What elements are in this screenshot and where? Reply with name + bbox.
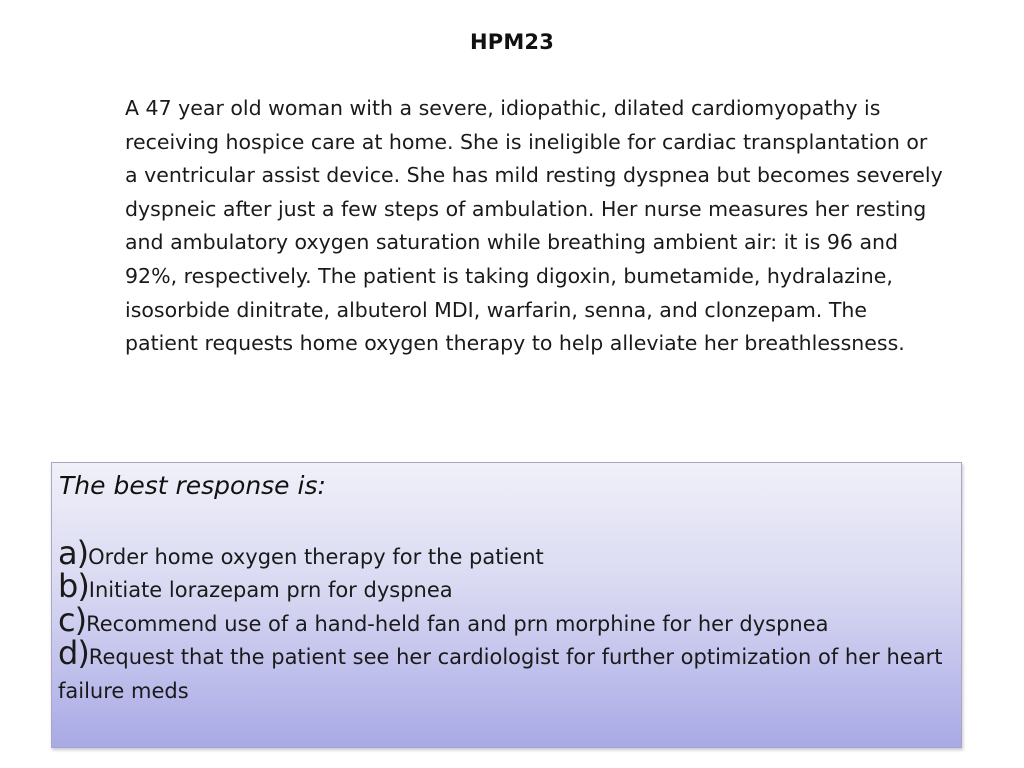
slide-title: HPM23 (469, 30, 555, 54)
option-text: Initiate lorazepam prn for dyspnea (88, 578, 453, 603)
option-text: Request that the patient see her cardiologist for further optimization of her heart failure meds (58, 645, 943, 703)
answer-option-d[interactable] (58, 634, 958, 708)
answer-option-b[interactable] (58, 567, 958, 607)
option-text: Recommend use of a hand-held fan and prn morphine for her dyspnea (86, 611, 829, 636)
case-description: A 47 year old woman with a severe, idiopathic, dilated cardiomyopathy is receiving hospice care at home. She is ineligible for cardiac transplantation or a ventricular assist device. She has mild resting dyspnea but becomes severely dyspneic after just a few steps of ambulation. Her nurse measures her resting and ambulatory oxygen saturation while breathing ambient air: it is 96 and 92%, respectively. The patient is taking digoxin, bumetamide, hydralazine, isosorbide dinitrate, albuterol MDI, warfarin, senna, and clonzepam. The patient requests home oxygen therapy to help alleviate her breathlessness. (125, 96, 943, 356)
option-text: Order home oxygen therapy for the patient (88, 545, 544, 569)
answer-options (58, 534, 958, 708)
question-prompt: The best response is: (59, 471, 326, 500)
option-letter: b) (58, 567, 89, 606)
answer-option-c[interactable] (58, 600, 958, 641)
answer-box (51, 462, 962, 748)
option-letter: c) (58, 600, 87, 639)
option-letter: a) (58, 534, 89, 572)
answer-option-a[interactable] (58, 534, 958, 574)
option-letter: d) (58, 634, 89, 673)
